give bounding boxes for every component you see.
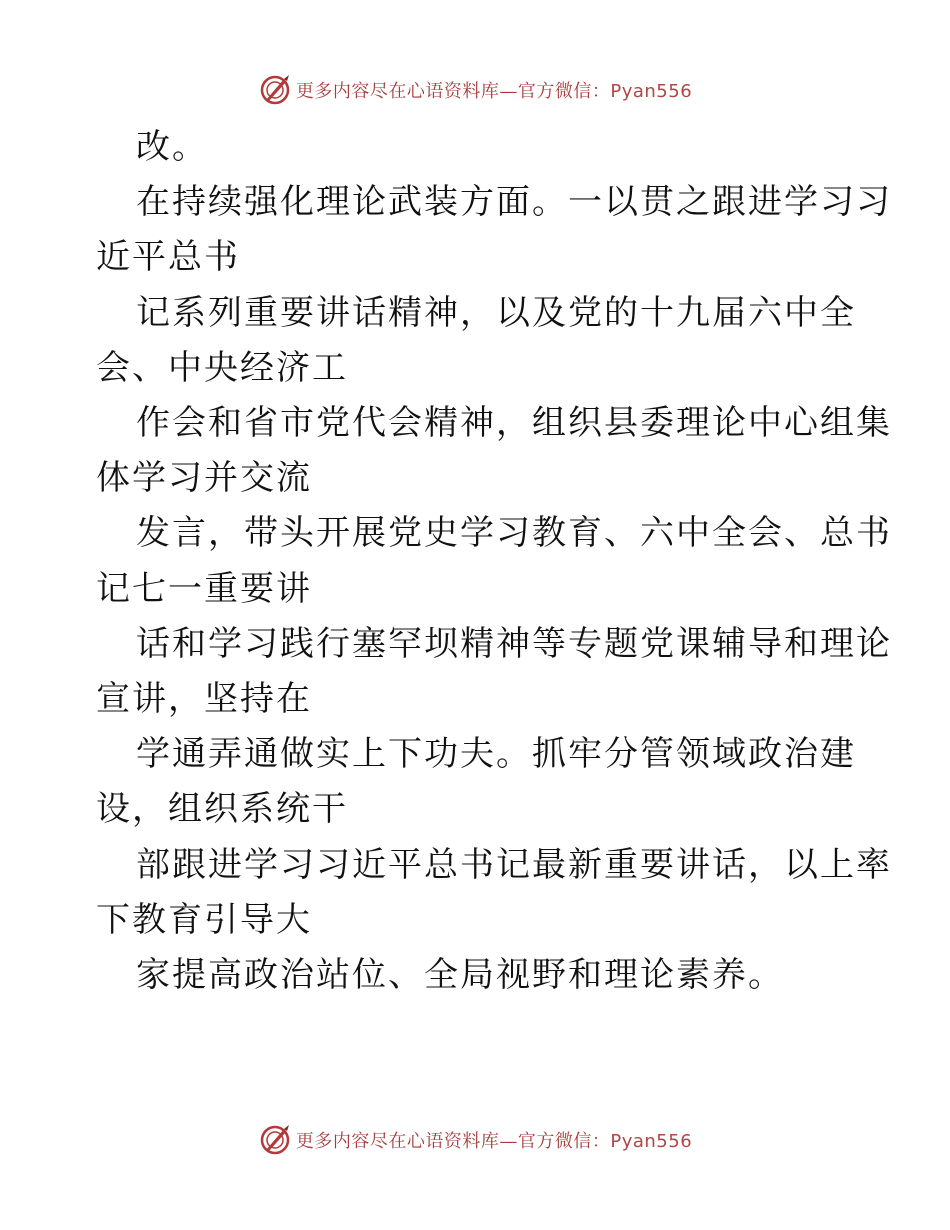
footer-banner <box>0 1120 950 1160</box>
body-line: 学通弄通做实上下功夫。抓牢分管领域政治建 <box>136 734 856 775</box>
body-line: 改。 <box>136 127 208 167</box>
footer-banner-text: 更多内容尽在心语资料库—官方微信：Pyan556 <box>295 1131 693 1152</box>
body-line: 记七一重要讲 <box>96 568 312 609</box>
body-line: 近平总书 <box>96 237 240 278</box>
body-line: 体学习并交流 <box>96 458 312 499</box>
body-line: 会、中央经济工 <box>96 347 348 388</box>
header-banner <box>0 70 950 110</box>
body-line: 下教育引导大 <box>96 899 312 940</box>
body-line: 发言，带头开展党史学习教育、六中全会、总书 <box>136 513 892 554</box>
body-line: 设，组织系统干 <box>96 789 348 830</box>
header-banner-text: 更多内容尽在心语资料库—官方微信：Pyan556 <box>295 81 693 102</box>
quill-logo-icon <box>258 73 292 107</box>
body-line: 在持续强化理论武装方面。一以贯之跟进学习习 <box>136 182 892 223</box>
body-line: 宣讲，坚持在 <box>96 679 312 720</box>
quill-logo-icon <box>258 1123 292 1157</box>
body-line: 家提高政治站位、全局视野和理论素养。 <box>136 955 784 996</box>
body-line: 部跟进学习习近平总书记最新重要讲话，以上率 <box>136 844 892 885</box>
document-body <box>96 120 892 1003</box>
body-line: 作会和省市党代会精神，组织县委理论中心组集 <box>136 403 892 444</box>
body-line: 话和学习践行塞罕坝精神等专题党课辅导和理论 <box>136 623 892 664</box>
footer-wechat-id: Pyan556 <box>610 1131 693 1152</box>
body-line: 记系列重要讲话精神，以及党的十九届六中全 <box>136 292 856 333</box>
header-wechat-id: Pyan556 <box>610 81 693 102</box>
